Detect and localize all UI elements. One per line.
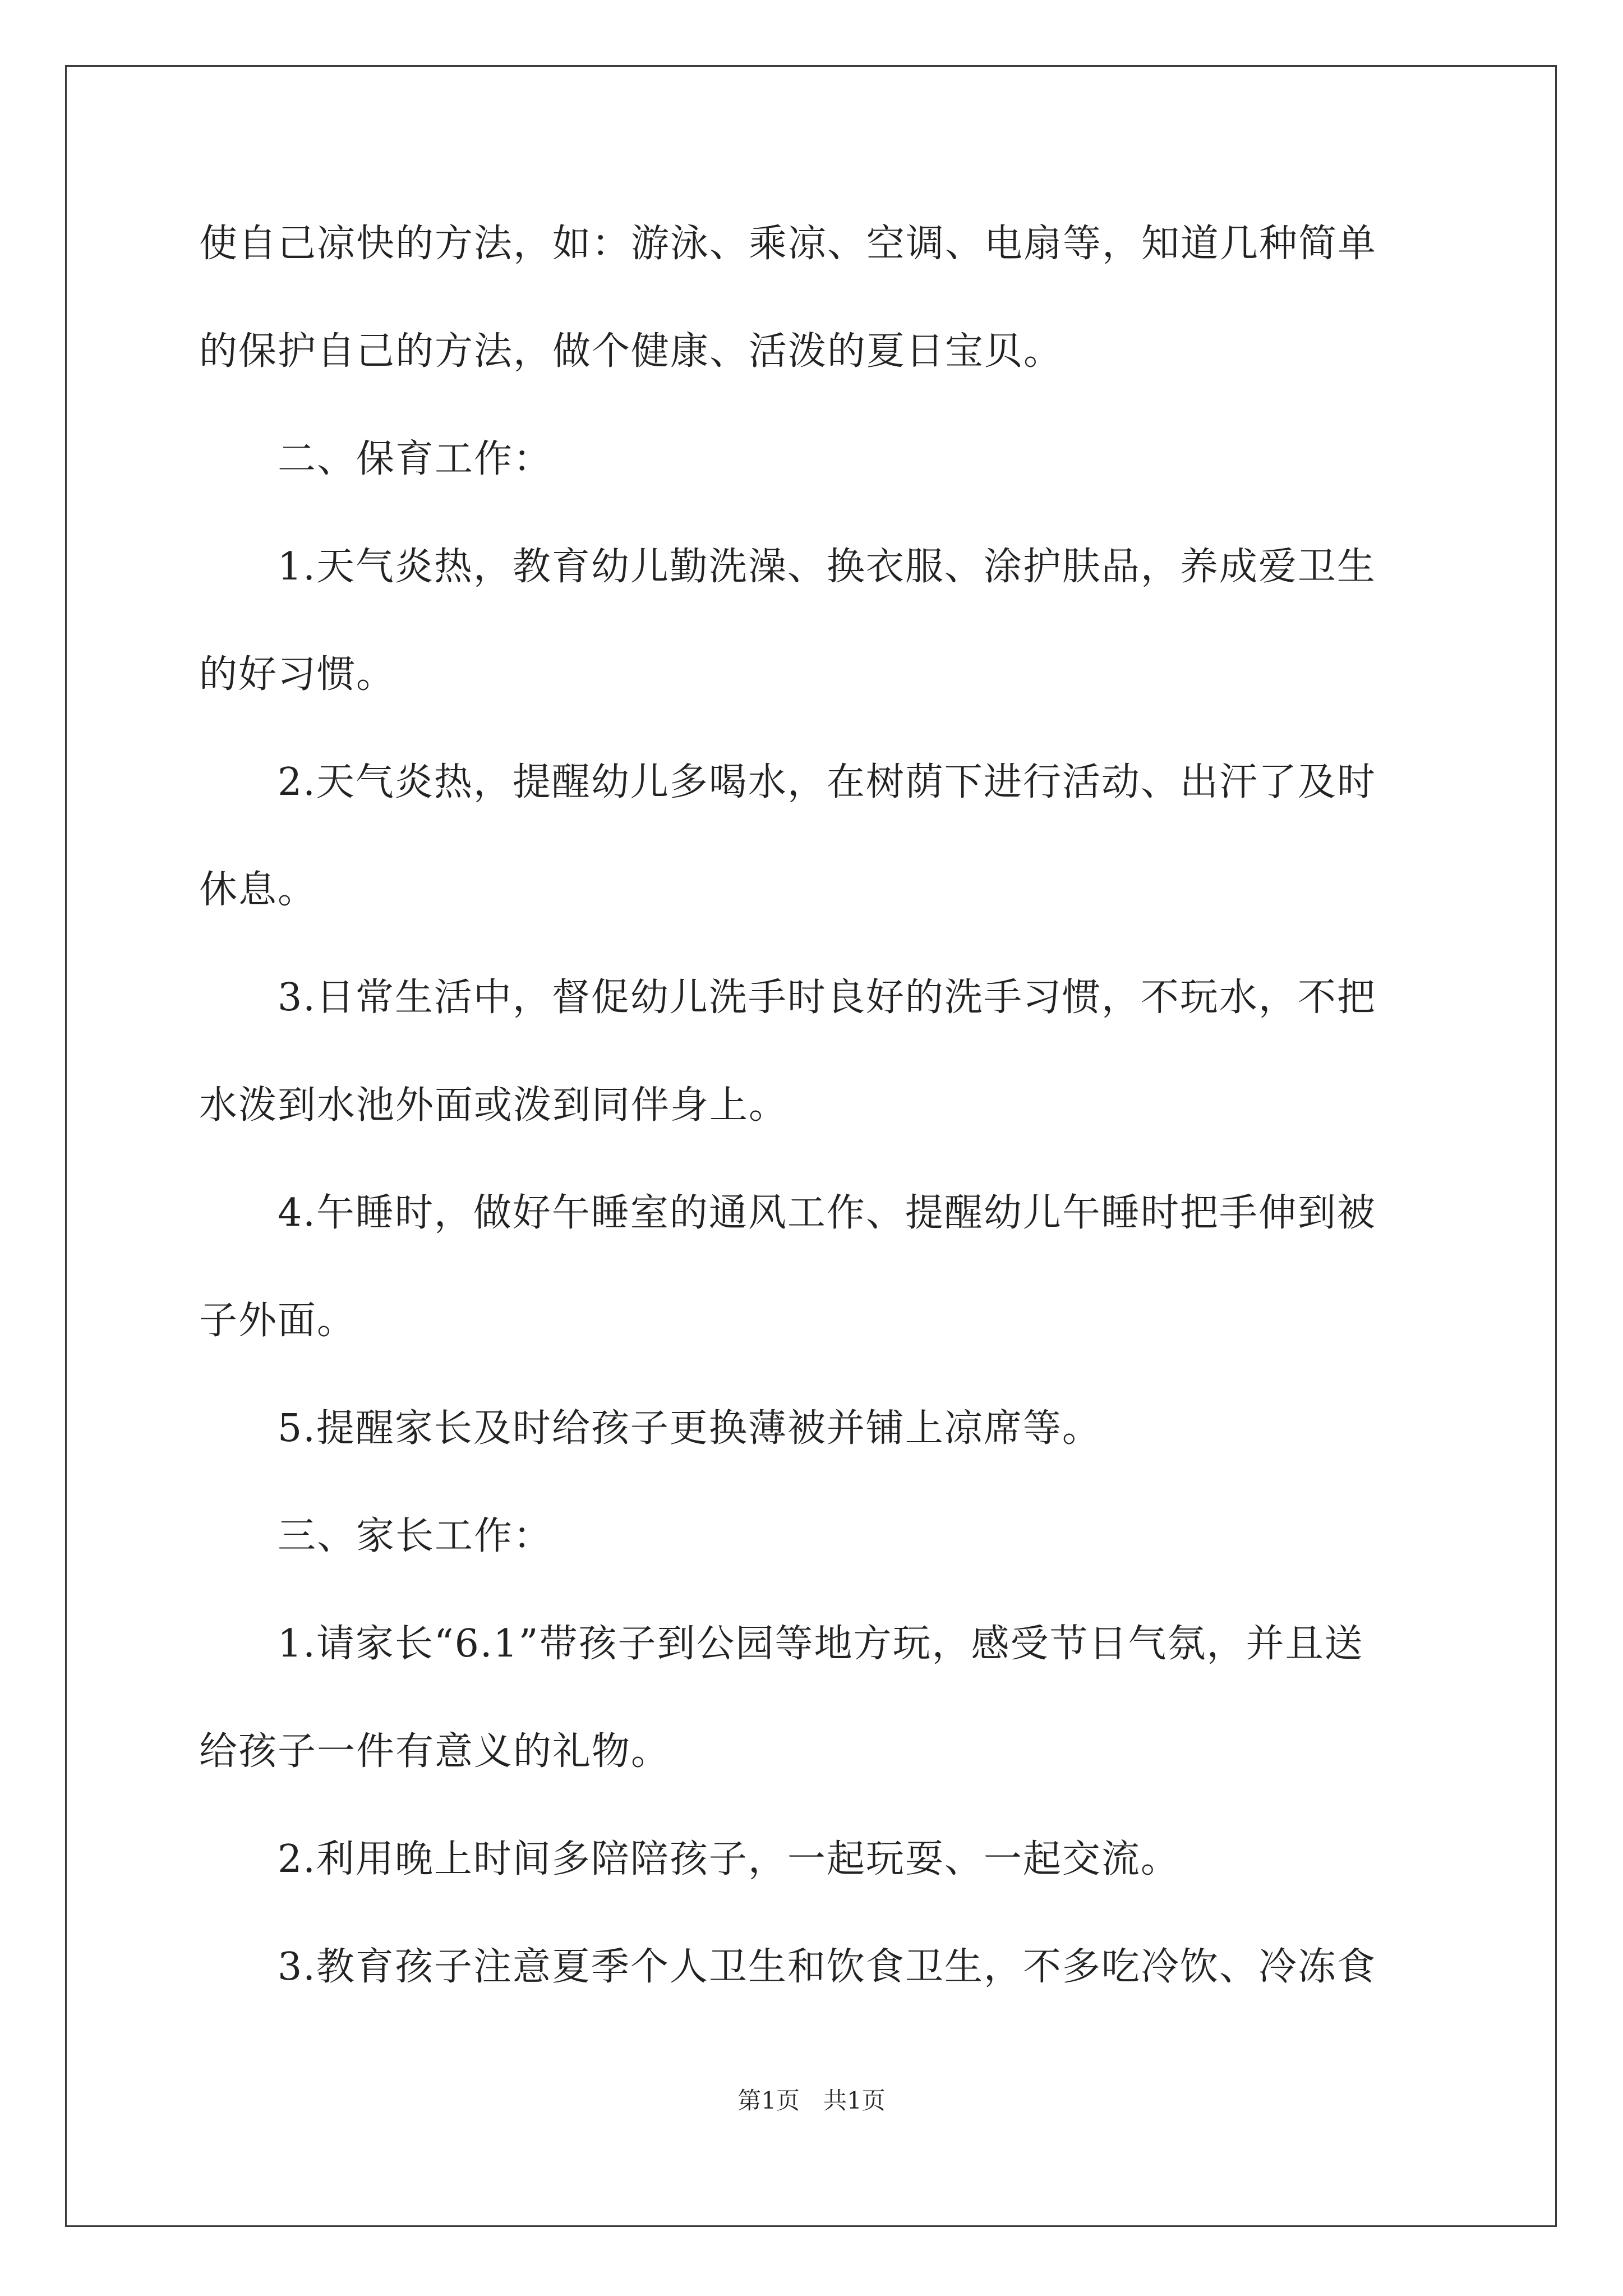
text-line: 休息。 <box>199 868 317 912</box>
text-line: 1.请家长“6.1”带孩子到公园等地方玩，感受节日气氛，并且送 <box>278 1622 1364 1666</box>
text-line: 3.日常生活中，督促幼儿洗手时良好的洗手习惯，不玩水，不把 <box>278 976 1376 1020</box>
text-line: 的保护自己的方法，做个健康、活泼的夏日宝贝。 <box>199 329 1063 374</box>
text-line: 的好习惯。 <box>199 652 396 697</box>
text-line: 4.午睡时，做好午睡室的通风工作、提醒幼儿午睡时把手伸到被 <box>278 1191 1376 1235</box>
page-border <box>65 65 1557 2227</box>
text-line: 子外面。 <box>199 1299 357 1343</box>
page-footer: 第1页 共1页 <box>737 2087 886 2114</box>
text-line: 给孩子一件有意义的礼物。 <box>199 1729 671 1774</box>
text-line: 2.天气炎热，提醒幼儿多喝水，在树荫下进行活动、出汗了及时 <box>278 760 1376 804</box>
section-heading: 二、保育工作： <box>278 437 553 481</box>
text-line: 2.利用晚上时间多陪陪孩子，一起玩耍、一起交流。 <box>278 1837 1180 1881</box>
text-line: 1.天气炎热，教育幼儿勤洗澡、换衣服、涂护肤品，养成爱卫生 <box>278 545 1376 589</box>
text-line: 3.教育孩子注意夏季个人卫生和饮食卫生，不多吃冷饮、冷冻食 <box>278 1945 1376 1989</box>
text-line: 5.提醒家长及时给孩子更换薄被并铺上凉席等。 <box>278 1406 1101 1451</box>
text-line: 水泼到水池外面或泼到同伴身上。 <box>199 1083 789 1128</box>
text-line: 使自己凉快的方法，如：游泳、乘凉、空调、电扇等，知道几种简单 <box>199 222 1377 266</box>
section-heading: 三、家长工作： <box>278 1514 553 1558</box>
